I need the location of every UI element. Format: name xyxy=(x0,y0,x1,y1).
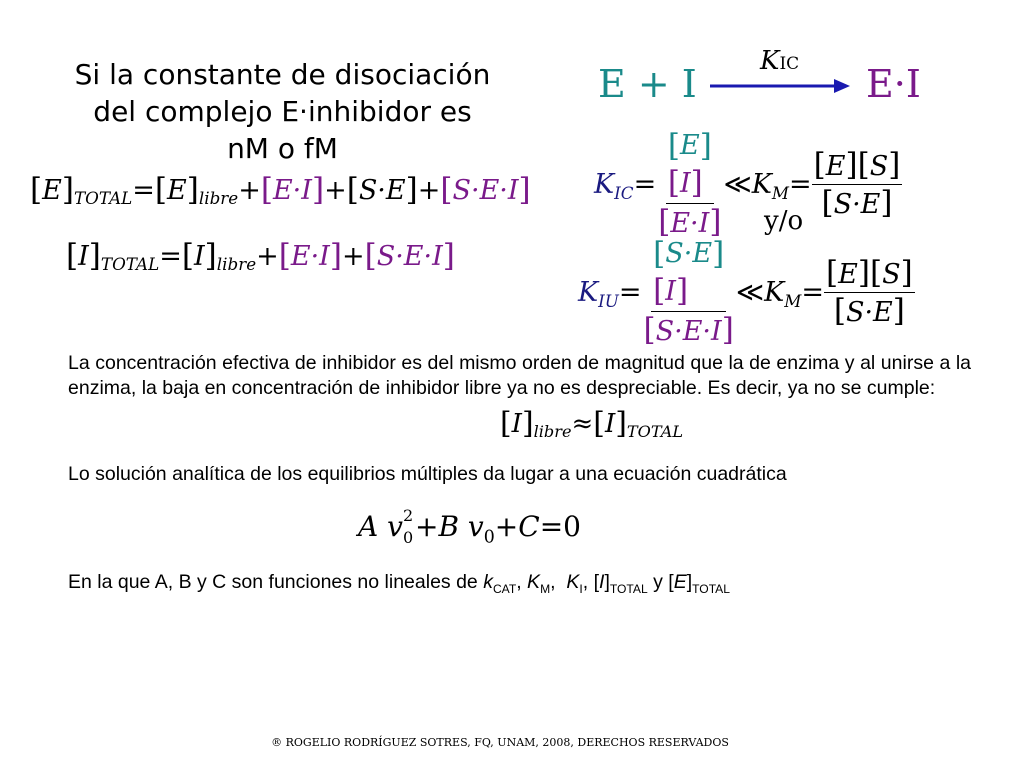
paragraph-effective-concentration: La concentración efectiva de inhibidor es del mismo orden de magnitud que la de enzima y al unirse a la enzima, la baja en concentración de inhibidor libre ya no es despreciable. Es decir, ya no se cumple: xyxy=(68,352,971,399)
enzyme-balance-equation: [ E ] $_{TOTAL}$ = [ E ] $_{libre}$ + [ E·I ] + [ S·E ] + [ S·E·I ] xyxy=(30,172,531,208)
kic-equation: K $_{IC}$ = [ E ] [ I ] [E·I] ≪ K $_M$ = $\frac{[E][S]}{[S\cdot E]}$ xyxy=(594,128,901,240)
paragraph-quadratic-intro: Lo solución analítica de los equilibrios múltiples da lugar a una ecuación cuadrática xyxy=(68,463,787,485)
paragraph-functions: En la que A, B y C son funciones no lineales de $k_{CAT}$, $K_M$, $K_I$, $[I]_{TOTAL}$ y $[E]_{TOTAL}$ xyxy=(68,571,730,596)
kiu-equation: K $_{IU}$ = [ S·E ] [ I ] [S·E·I] ≪ K $_M$ = $\frac{[E][S]}{[S\cdot E]}$ xyxy=(578,236,913,348)
copyright-footer: ® ROGELIO RODRÍGUEZ SOTRES, FQ, UNAM, 2008, DERECHOS RESERVADOS xyxy=(271,736,729,749)
connector-text: y/o xyxy=(764,206,804,236)
km-fraction-2: $\frac{[E][S]}{[S\cdot E]}$ xyxy=(826,254,913,329)
kic-fraction: [ E ] [ I ] [E·I] xyxy=(658,128,722,240)
inhibitor-balance-equation: [ I ] $_{TOTAL}$ = [ I ] $_{libre}$ + [ E·I ] + [ S·E·I ] xyxy=(66,238,455,274)
heading-line-1: Si la constante de disociación xyxy=(74,58,491,91)
reaction-product: E·I xyxy=(866,62,921,106)
reaction-reactants: E + I xyxy=(598,62,697,106)
slide-heading xyxy=(40,56,525,167)
reaction-arrow xyxy=(710,76,850,96)
heading-line-2: del complejo E·inhibidor es xyxy=(93,95,472,128)
quadratic-equation: A v 2 0 +B $v_0+C=0$ xyxy=(358,506,581,548)
kiu-fraction: [ S·E ] [ I ] [S·E·I] xyxy=(643,236,734,348)
heading-line-3: nM o fM xyxy=(227,132,338,165)
reaction-constant: KIC xyxy=(760,46,800,76)
free-inhibitor-condition: [ I ] $_{libre}$ ≈ [ I ] $_{TOTAL}$ xyxy=(500,406,684,441)
km-fraction: $\frac{[E][S]}{[S\cdot E]}$ xyxy=(813,146,901,221)
